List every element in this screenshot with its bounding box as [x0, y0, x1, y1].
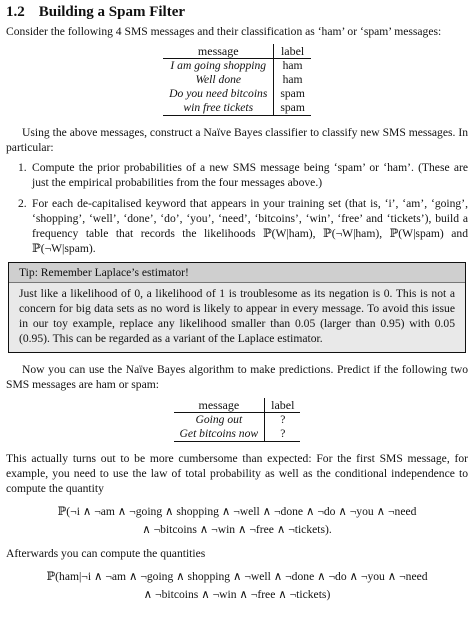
formula-line: ∧ ¬bitcoins ∧ ¬win ∧ ¬free ∧ ¬tickets) — [143, 587, 331, 601]
column-header-label: label — [280, 43, 305, 58]
label-cell: spam — [274, 101, 311, 116]
list-item — [6, 197, 468, 256]
formula-line: ℙ(ham|¬i ∧ ¬am ∧ ¬going ∧ shopping ∧ ¬well ∧ ¬done ∧ ¬do ∧ ¬you ∧ ¬need — [46, 569, 428, 583]
formula-conditional-probability — [6, 568, 468, 604]
list-item-number: 1. — [18, 161, 27, 175]
intro-text: Consider the following 4 SMS messages and their classification as ‘ham’ or ‘spam’ messages: — [6, 25, 442, 38]
formula-line: ∧ ¬bitcoins ∧ ¬win ∧ ¬free ∧ ¬tickets). — [142, 522, 332, 536]
explanation-paragraph: This actually turns out to be more cumbersome than expected: For the first SMS message, for example, you need to use the law of total probability as well as the conditional independence to compute the quantity — [6, 452, 468, 496]
table-header-row — [174, 398, 301, 413]
task-list — [6, 161, 468, 256]
list-item-number: 2. — [18, 197, 27, 211]
table-row — [163, 73, 311, 87]
instruction-paragraph: Using the above messages, construct a Naïve Bayes classifier to classify new SMS messages. In particular: — [6, 125, 468, 154]
prediction-paragraph: Now you can use the Naïve Bayes algorithm to make predictions. Predict if the following two SMS messages are ham or spam: — [6, 362, 468, 391]
formula-joint-probability — [6, 503, 468, 539]
message-cell: Get bitcoins now — [174, 427, 265, 442]
label-cell: ham — [274, 58, 311, 73]
list-item — [6, 161, 468, 191]
test-messages-table — [174, 398, 301, 442]
message-cell: I am going shopping — [163, 58, 274, 73]
label-cell: ham — [282, 72, 303, 86]
training-messages-table — [163, 44, 311, 116]
table-row — [163, 87, 311, 101]
table-header-row — [163, 44, 311, 59]
message-cell: win free tickets — [163, 101, 274, 116]
column-header-message: message — [163, 44, 274, 59]
table-row — [174, 427, 301, 442]
table-row — [163, 58, 311, 73]
table-row — [163, 101, 311, 116]
label-cell: ? — [265, 413, 301, 428]
table-row — [174, 413, 301, 428]
label-cell: spam — [280, 86, 305, 100]
message-cell: Well done — [163, 73, 274, 87]
label-cell: ? — [265, 427, 301, 442]
section-title: Building a Spam Filter — [38, 4, 186, 20]
tip-box — [8, 262, 466, 352]
section-heading — [6, 2, 468, 22]
section-number: 1.2 — [6, 4, 25, 20]
tip-body: Just like a likelihood of 0, a likelihood of 1 is troublesome as its negation is 0. This is not a concern for big data sets as no word is likely to appear in every message. To avoid this issue in our toy example, replace any likelihood smaller than 0.05 (larger than 0.95) with 0.05 (0.95). This can be regarded as a variant of the Laplace estimator. — [19, 287, 455, 345]
message-cell: Going out — [174, 413, 265, 428]
column-header-label: label — [271, 398, 295, 413]
list-item-text: Compute the prior probabilities of a new SMS message being ‘spam’ or ‘ham’. (These are just the empirical probabilities from the four messages above.) — [32, 161, 468, 190]
tip-heading: Tip: Remember Laplace’s estimator! — [9, 263, 465, 283]
message-cell: Do you need bitcoins — [163, 87, 274, 101]
column-header-message: message — [174, 398, 265, 413]
formula-line: ℙ(¬i ∧ ¬am ∧ ¬going ∧ shopping ∧ ¬well ∧ ¬done ∧ ¬do ∧ ¬you ∧ ¬need — [57, 504, 417, 518]
afterwards-paragraph: Afterwards you can compute the quantities — [6, 546, 206, 560]
list-item-text: For each de-capitalised keyword that appears in your training set (that is, ‘i’, ‘am’, ‘going’, ‘shopping’, ‘well’, ‘done’, ‘do’, ‘you’, ‘need’, ‘bitcoins’, ‘win’, ‘free’ and ‘tickets’), build a frequency table that records the likelihoods ℙ(W|ham), ℙ(¬W|ham), ℙ(W|spam) and ℙ(¬W|spam). — [32, 197, 468, 255]
